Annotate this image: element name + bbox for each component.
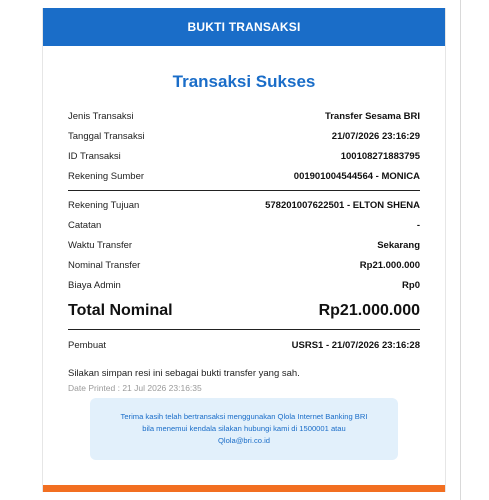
detail-label: ID Transaksi xyxy=(68,150,121,162)
detail-row-tanggal-transaksi xyxy=(68,126,420,146)
transfer-row-rekening-tujuan xyxy=(68,195,420,215)
transfer-value: Rp21.000.000 xyxy=(359,259,420,271)
detail-value: Transfer Sesama BRI xyxy=(324,110,420,122)
info-line: Terima kasih telah bertransaksi menggunakan Qlola Internet Banking BRI xyxy=(120,412,368,421)
detail-row-rekening-sumber xyxy=(68,166,420,186)
transfer-label: Nominal Transfer xyxy=(68,259,141,271)
transfer-value: Rp0 xyxy=(402,279,420,291)
total-nominal-row xyxy=(68,297,420,325)
receipt-header xyxy=(43,8,445,46)
detail-label: Jenis Transaksi xyxy=(68,110,134,122)
save-receipt-note: Silakan simpan resi ini sebagai bukti transfer yang sah. xyxy=(68,368,300,379)
info-line: bila menemui kendala silakan hubungi kami di 1500001 atau xyxy=(142,424,346,433)
creator-value: USRS1 - 21/07/2026 23:16:28 xyxy=(291,339,420,351)
detail-value: 21/07/2026 23:16:29 xyxy=(331,130,420,142)
footer-accent-bar xyxy=(43,485,445,492)
info-email: Qlola@bri.co.id xyxy=(217,436,271,445)
detail-row-id-transaksi xyxy=(68,146,420,166)
detail-label: Tanggal Transaksi xyxy=(68,130,145,142)
detail-label: Rekening Sumber xyxy=(68,170,145,182)
receipt-card xyxy=(42,8,446,492)
date-printed: Date Printed : 21 Jul 2026 23:16:35 xyxy=(68,383,202,393)
transfer-row-catatan xyxy=(68,215,420,235)
transaction-details xyxy=(68,106,420,393)
creator-label: Pembuat xyxy=(68,339,107,351)
transfer-label: Waktu Transfer xyxy=(68,239,133,251)
transfer-row-waktu-transfer xyxy=(68,235,420,255)
creator-row xyxy=(68,334,420,356)
detail-value: 100108271883795 xyxy=(340,150,420,162)
transfer-row-nominal-transfer xyxy=(68,255,420,275)
transaction-status-title: Transaksi Sukses xyxy=(172,72,316,91)
section-divider xyxy=(68,190,420,191)
detail-row-jenis-transaksi xyxy=(68,106,420,126)
page-edge-line xyxy=(460,0,461,500)
receipt-header-title: BUKTI TRANSAKSI xyxy=(187,20,301,34)
transfer-label: Biaya Admin xyxy=(68,279,121,291)
transfer-value: 578201007622501 - ELTON SHENA xyxy=(265,199,420,211)
transfer-value: Sekarang xyxy=(377,239,420,251)
transfer-label: Rekening Tujuan xyxy=(68,199,140,211)
total-value: Rp21.000.000 xyxy=(318,302,420,319)
section-divider xyxy=(68,329,420,330)
transfer-value: - xyxy=(416,219,420,231)
total-label: Total Nominal xyxy=(68,302,173,319)
thank-you-info-box xyxy=(90,398,398,460)
transfer-row-biaya-admin xyxy=(68,275,420,295)
detail-value: 001901004544564 - MONICA xyxy=(293,170,420,182)
transfer-label: Catatan xyxy=(68,219,102,231)
